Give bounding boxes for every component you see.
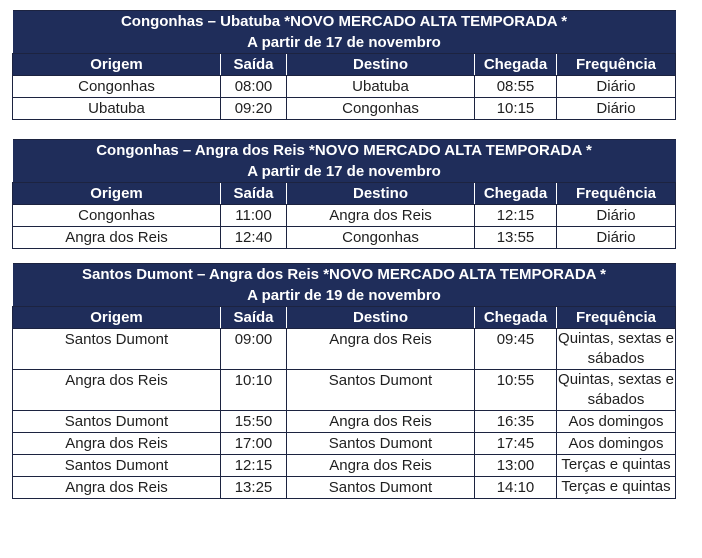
cell-saida: 15:50 bbox=[221, 411, 287, 433]
cell-frequencia: Aos domingos bbox=[557, 433, 676, 455]
cell-destino: Angra dos Reis bbox=[287, 455, 475, 477]
cell-chegada: 10:55 bbox=[475, 370, 557, 411]
column-header-origem: Origem bbox=[13, 307, 221, 329]
cell-chegada: 13:00 bbox=[475, 455, 557, 477]
schedule-table-congonhas-ubatuba bbox=[12, 10, 676, 120]
cell-destino: Angra dos Reis bbox=[287, 411, 475, 433]
cell-chegada: 17:45 bbox=[475, 433, 557, 455]
column-header-chegada: Chegada bbox=[475, 307, 557, 329]
column-header-saida: Saída bbox=[221, 307, 287, 329]
cell-saida: 10:10 bbox=[221, 370, 287, 411]
table-row bbox=[13, 455, 676, 477]
column-header-frequencia: Frequência bbox=[557, 183, 676, 205]
cell-frequencia: Diário bbox=[557, 205, 676, 227]
cell-origem: Santos Dumont bbox=[13, 455, 221, 477]
cell-frequencia: Quintas, sextas e sábados bbox=[557, 370, 676, 411]
table-row bbox=[13, 433, 676, 455]
column-header-destino: Destino bbox=[287, 307, 475, 329]
table-subtitle: A partir de 19 de novembro bbox=[13, 285, 676, 307]
cell-origem: Angra dos Reis bbox=[13, 370, 221, 411]
column-header-origem: Origem bbox=[13, 54, 221, 76]
cell-frequencia: Diário bbox=[557, 76, 676, 98]
table-title: Congonhas – Ubatuba *NOVO MERCADO ALTA TEMPORADA * bbox=[13, 11, 676, 33]
cell-origem: Angra dos Reis bbox=[13, 227, 221, 249]
schedule-table-congonhas-angra bbox=[12, 139, 676, 249]
cell-chegada: 08:55 bbox=[475, 76, 557, 98]
table-title: Congonhas – Angra dos Reis *NOVO MERCADO ALTA TEMPORADA * bbox=[13, 140, 676, 162]
column-header-chegada: Chegada bbox=[475, 54, 557, 76]
cell-saida: 09:20 bbox=[221, 98, 287, 120]
column-header-chegada: Chegada bbox=[475, 183, 557, 205]
cell-saida: 11:00 bbox=[221, 205, 287, 227]
column-header-destino: Destino bbox=[287, 54, 475, 76]
cell-destino: Angra dos Reis bbox=[287, 329, 475, 370]
cell-chegada: 14:10 bbox=[475, 477, 557, 499]
column-header-origem: Origem bbox=[13, 183, 221, 205]
cell-chegada: 13:55 bbox=[475, 227, 557, 249]
cell-saida: 13:25 bbox=[221, 477, 287, 499]
cell-destino: Congonhas bbox=[287, 227, 475, 249]
column-header-frequencia: Frequência bbox=[557, 54, 676, 76]
cell-destino: Santos Dumont bbox=[287, 433, 475, 455]
cell-saida: 12:15 bbox=[221, 455, 287, 477]
table-row bbox=[13, 370, 676, 411]
cell-destino: Angra dos Reis bbox=[287, 205, 475, 227]
cell-origem: Angra dos Reis bbox=[13, 477, 221, 499]
cell-chegada: 09:45 bbox=[475, 329, 557, 370]
table-row bbox=[13, 477, 676, 499]
cell-origem: Santos Dumont bbox=[13, 411, 221, 433]
cell-destino: Santos Dumont bbox=[287, 477, 475, 499]
cell-origem: Angra dos Reis bbox=[13, 433, 221, 455]
cell-chegada: 12:15 bbox=[475, 205, 557, 227]
cell-frequencia: Aos domingos bbox=[557, 411, 676, 433]
cell-chegada: 16:35 bbox=[475, 411, 557, 433]
table-subtitle: A partir de 17 de novembro bbox=[13, 161, 676, 183]
table-subtitle: A partir de 17 de novembro bbox=[13, 32, 676, 54]
cell-saida: 09:00 bbox=[221, 329, 287, 370]
cell-saida: 12:40 bbox=[221, 227, 287, 249]
cell-origem: Congonhas bbox=[13, 76, 221, 98]
table-row bbox=[13, 76, 676, 98]
cell-frequencia: Terças e quintas bbox=[557, 455, 676, 477]
cell-frequencia: Diário bbox=[557, 98, 676, 120]
cell-destino: Santos Dumont bbox=[287, 370, 475, 411]
cell-frequencia: Terças e quintas bbox=[557, 477, 676, 499]
column-header-destino: Destino bbox=[287, 183, 475, 205]
column-header-frequencia: Frequência bbox=[557, 307, 676, 329]
column-header-saida: Saída bbox=[221, 183, 287, 205]
cell-chegada: 10:15 bbox=[475, 98, 557, 120]
cell-destino: Congonhas bbox=[287, 98, 475, 120]
table-row bbox=[13, 329, 676, 370]
cell-origem: Congonhas bbox=[13, 205, 221, 227]
cell-frequencia: Diário bbox=[557, 227, 676, 249]
cell-destino: Ubatuba bbox=[287, 76, 475, 98]
cell-frequencia: Quintas, sextas e sábados bbox=[557, 329, 676, 370]
table-row bbox=[13, 98, 676, 120]
table-row bbox=[13, 411, 676, 433]
cell-origem: Ubatuba bbox=[13, 98, 221, 120]
table-row bbox=[13, 227, 676, 249]
cell-origem: Santos Dumont bbox=[13, 329, 221, 370]
schedule-table-santos-dumont-angra bbox=[12, 263, 676, 499]
table-title: Santos Dumont – Angra dos Reis *NOVO MERCADO ALTA TEMPORADA * bbox=[13, 264, 676, 286]
cell-saida: 08:00 bbox=[221, 76, 287, 98]
column-header-saida: Saída bbox=[221, 54, 287, 76]
table-row bbox=[13, 205, 676, 227]
cell-saida: 17:00 bbox=[221, 433, 287, 455]
